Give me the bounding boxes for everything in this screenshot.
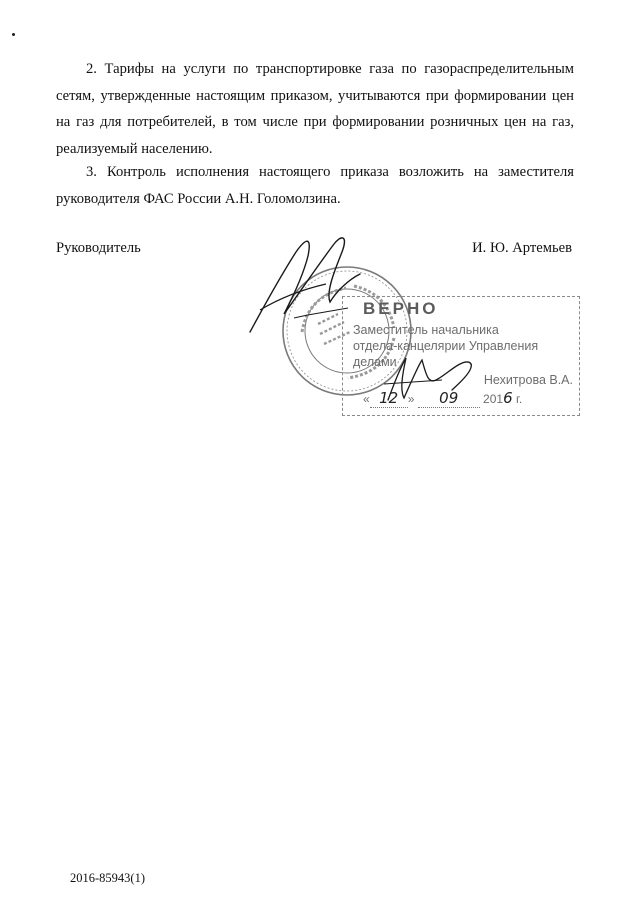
- stamp-date: « 12 » 09 2016 г.: [363, 389, 523, 407]
- initials-signature-icon: [382, 350, 482, 406]
- stamp-year-prefix: 201: [483, 392, 504, 406]
- stamp-month: 09: [439, 389, 459, 407]
- stamp-title: ВЕРНО: [363, 299, 439, 318]
- stamp-day: 12: [379, 389, 399, 407]
- signatory-name: И. Ю. Артемьев: [472, 240, 572, 256]
- stamp-year-suffix: г.: [515, 392, 523, 406]
- paragraph-2: 2. Тарифы на услуги по транспортировке газа по газораспределительным сетям, утвержденные настоящим приказом, учитываются при формировании цен на газ для потребителей, в том числе при формировании розничных цен на газ, реализуемый населению.: [56, 61, 574, 157]
- stamp-officer-name: Нехитрова В.А.: [483, 373, 573, 387]
- stamp-position-line-3: делами: [353, 355, 397, 369]
- document-number: 2016-85943(1): [70, 871, 145, 885]
- paragraph-3: 3. Контроль исполнения настоящего приказа возложить на заместителя руководителя ФАС России А.Н. Голомолзина.: [56, 164, 574, 207]
- stamp-position-line-2: отдела-канцелярии Управления: [353, 339, 539, 353]
- signatory-title: Руководитель: [56, 240, 141, 256]
- scan-speck: [12, 33, 15, 36]
- stamp-position-line-1: Заместитель начальника: [353, 323, 499, 337]
- stamp-year-digit: 6: [503, 389, 513, 407]
